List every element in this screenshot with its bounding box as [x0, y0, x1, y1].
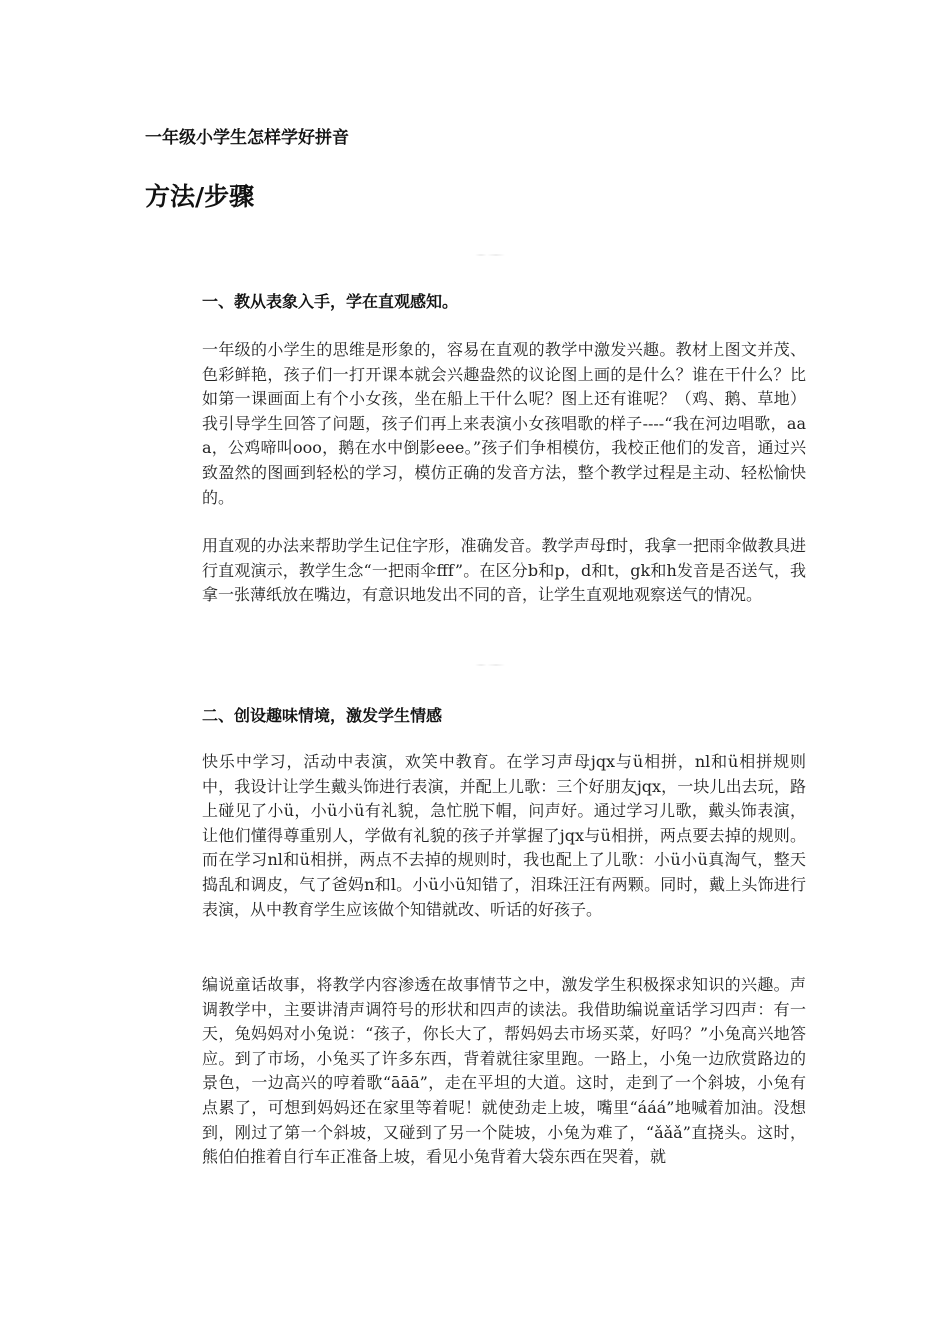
image-placeholder-mark [475, 664, 505, 666]
section-1-heading: 一、教从表象入手，学在直观感知。 [202, 292, 459, 311]
document-title: 一年级小学生怎样学好拼音 [145, 128, 349, 148]
image-placeholder-mark [475, 254, 505, 256]
section-1-paragraph-1: 一年级的小学生的思维是形象的，容易在直观的教学中激发兴趣。教材上图文并茂、色彩鲜艳，孩子们一打开课本就会兴趣盎然的议论图上画的是什么？谁在干什么？比如第一课画面上有个小女孩，坐在船上干什么呢？图上还有谁呢？（鸡、鹅、草地）我引导学生回答了问题，孩子们再上来表演小女孩唱歌的样子----“我在河边唱歌，aaa，公鸡啼叫ooo，鹅在水中倒影eee。”孩子们争相模仿，我校正他们的发音，通过兴致盈然的图画到轻松的学习，模仿正确的发音方法，整个教学过程是主动、轻松愉快的。 [202, 340, 806, 507]
section-2-paragraph-2: 编说童话故事，将教学内容渗透在故事情节之中，激发学生积极探求知识的兴趣。声调教学中，主要讲清声调符号的形状和四声的读法。我借助编说童话学习四声：有一天，兔妈妈对小兔说：“孩子，你长大了，帮妈妈去市场买菜，好吗？”小兔高兴地答应。到了市场，小兔买了许多东西，背着就往家里跑。一路上，小兔一边欣赏路边的景色，一边高兴的哼着歌“āāā”，走在平坦的大道。这时，走到了一个斜坡，小兔有点累了，可想到妈妈还在家里等着呢！就使劲走上坡，嘴里“ááá”地喊着加油。没想到，刚过了第一个斜坡，又碰到了另一个陡坡，小兔为难了，“ǎǎǎ”直挠头。这时，熊伯伯推着自行车正准备上坡，看见小兔背着大袋东西在哭着，就 [202, 975, 806, 1167]
section-2-paragraph-1: 快乐中学习，活动中表演，欢笑中教育。在学习声母jqx与ü相拼，nl和ü相拼规则中，我设计让学生戴头饰进行表演，并配上儿歌：三个好朋友jqx，一块儿出去玩，路上碰见了小ü，小ü小ü有礼貌，急忙脱下帽，问声好。通过学习儿歌，戴头饰表演，让他们懂得尊重别人，学做有礼貌的孩子并掌握了jqx与ü相拼，两点要去掉的规则。而在学习nl和ü相拼，两点不去掉的规则时，我也配上了儿歌：小ü小ü真淘气，整天捣乱和调皮，气了爸妈n和l。小ü小ü知错了，泪珠汪汪有两颗。同时，戴上头饰进行表演，从中教育学生应该做个知错就改、听话的好孩子。 [202, 752, 806, 919]
section-1-paragraph-2: 用直观的办法来帮助学生记住字形，准确发音。教学声母f时，我拿一把雨伞做教具进行直观演示，教学生念“一把雨伞fff”。在区分b和p，d和t，gk和h发音是否送气，我拿一张薄纸放在嘴边，有意识地发出不同的音，让学生直观地观察送气的情况。 [202, 536, 806, 605]
section-2-heading: 二、创设趣味情境，激发学生情感 [202, 706, 443, 725]
steps-heading: 方法/步骤 [145, 182, 255, 211]
